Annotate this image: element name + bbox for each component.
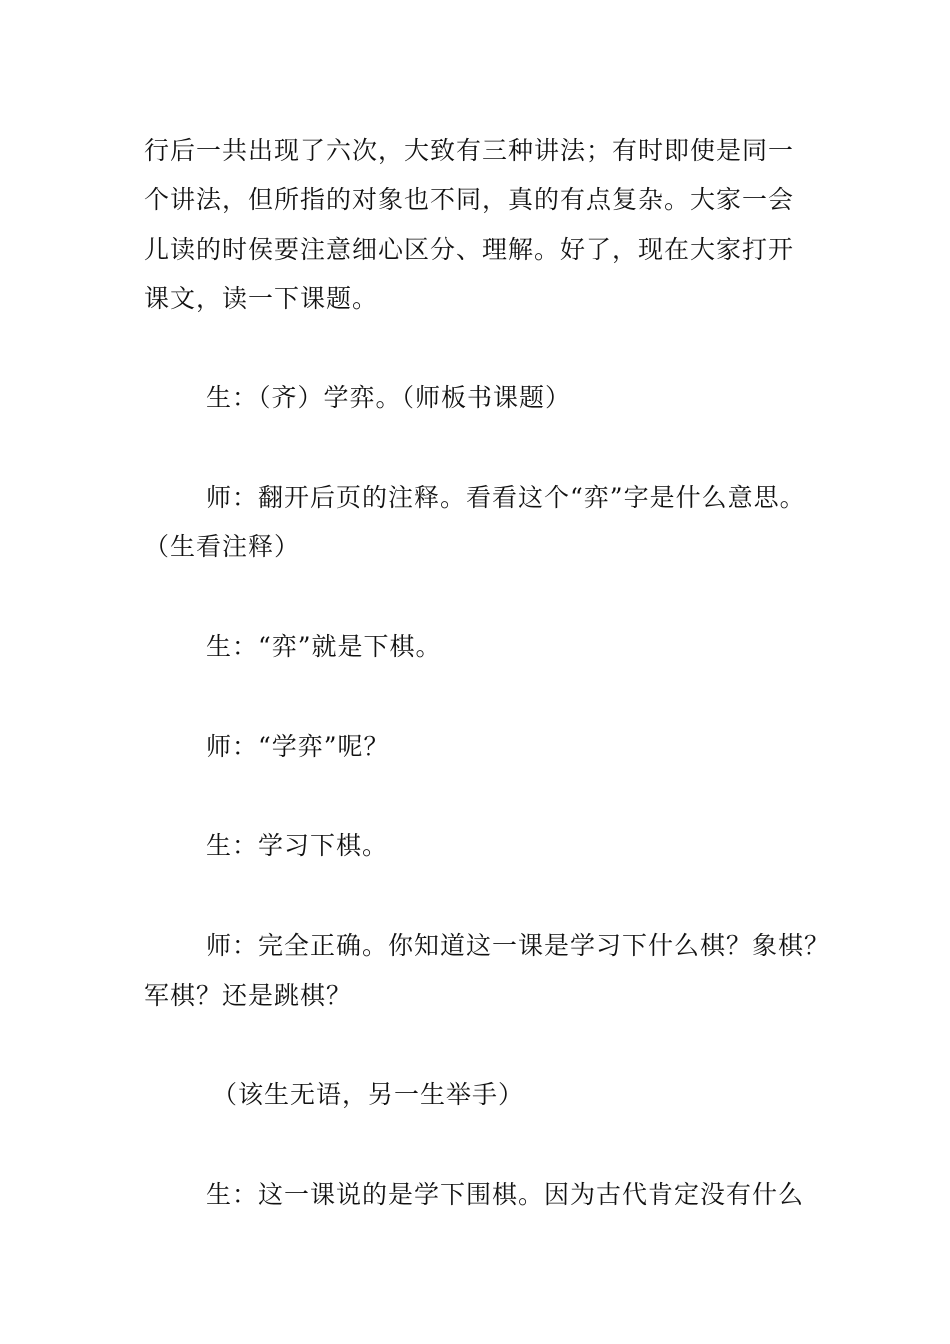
paragraph-6: 生：学习下棋。: [206, 831, 389, 860]
paragraph-8: （该生无语，另一生举手）: [212, 1080, 525, 1109]
paragraph-1-line-2: 个讲法，但所指的对象也不同，真的有点复杂。大家一会: [144, 185, 795, 214]
paragraph-3-line-1: 师：翻开后页的注释。看看这个“弈”字是什么意思。: [206, 483, 806, 512]
paragraph-7-line-2: 军棋？还是跳棋？: [144, 981, 353, 1010]
paragraph-1-line-1: 行后一共出现了六次，大致有三种讲法；有时即使是同一: [144, 136, 795, 165]
paragraph-4: 生：“弈”就是下棋。: [206, 632, 442, 661]
paragraph-1-line-3: 儿读的时侯要注意细心区分、理解。好了，现在大家打开: [144, 235, 795, 264]
paragraph-7-line-1: 师：完全正确。你知道这一课是学习下什么棋？象棋？: [206, 931, 831, 960]
paragraph-5: 师：“学弈”呢？: [206, 732, 390, 761]
paragraph-1-line-4: 课文，读一下课题。: [144, 284, 379, 313]
paragraph-2: 生：（齐）学弈。（师板书课题）: [206, 383, 572, 412]
paragraph-9: 生：这一课说的是学下围棋。因为古代肯定没有什么: [206, 1180, 805, 1209]
paragraph-3-line-2: （生看注释）: [144, 532, 301, 561]
